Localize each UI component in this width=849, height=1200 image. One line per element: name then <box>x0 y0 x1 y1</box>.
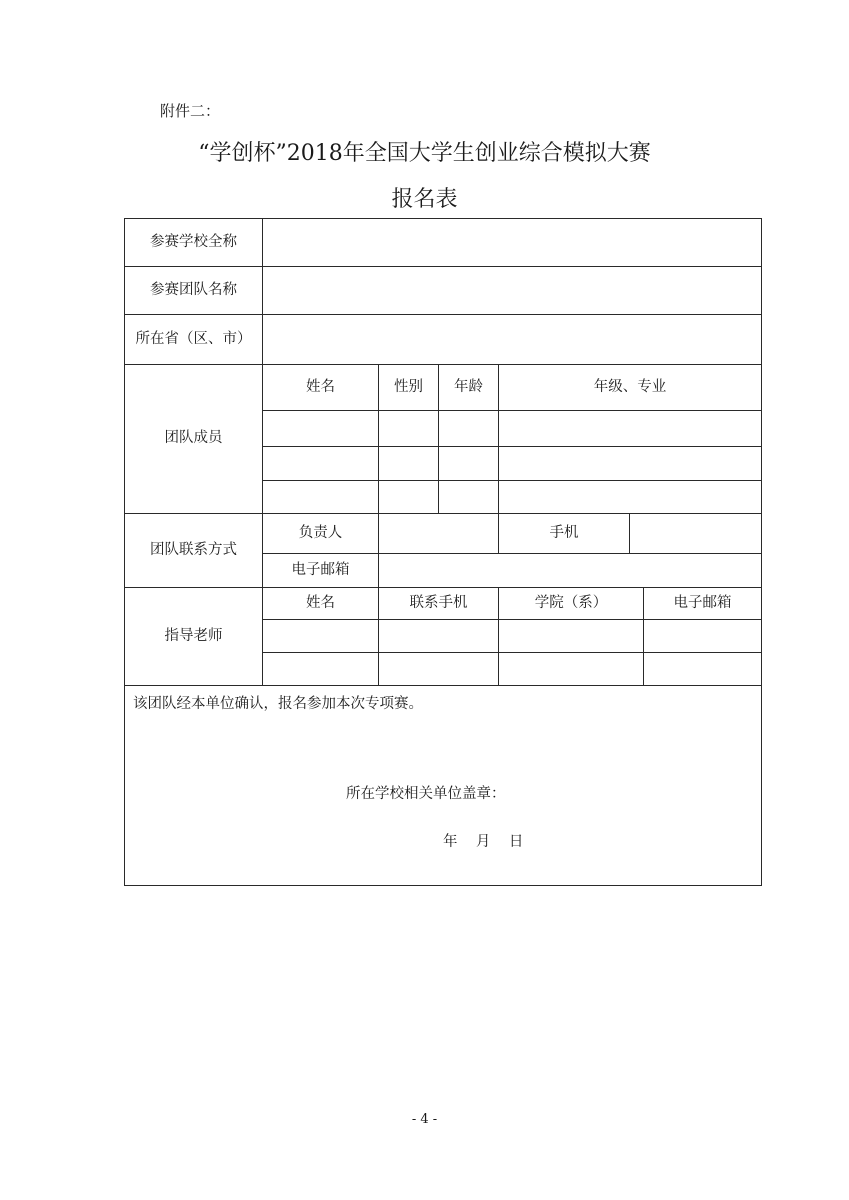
member-age-cell[interactable] <box>439 447 499 481</box>
confirmation-section <box>125 686 762 886</box>
province-label: 所在省（区、市） <box>125 315 263 365</box>
advisor-college-cell[interactable] <box>499 653 644 686</box>
member-header-age: 年龄 <box>439 365 499 411</box>
contact-label: 团队联系方式 <box>125 514 263 588</box>
advisor-email-cell[interactable] <box>644 620 762 653</box>
advisor-phone-cell[interactable] <box>379 653 499 686</box>
date-label: 年 月 日 <box>443 834 524 850</box>
advisor-name-cell[interactable] <box>263 653 379 686</box>
confirmation-text: 该团队经本单位确认，报名参加本次专项赛。 <box>133 696 423 712</box>
advisor-header-college: 学院（系） <box>499 588 644 620</box>
registration-table <box>124 218 762 886</box>
leader-field[interactable] <box>379 514 499 554</box>
email-label: 电子邮箱 <box>263 554 379 588</box>
advisor-phone-cell[interactable] <box>379 620 499 653</box>
member-header-name: 姓名 <box>263 365 379 411</box>
team-field[interactable] <box>263 267 762 315</box>
phone-field[interactable] <box>630 514 762 554</box>
member-name-cell[interactable] <box>263 447 379 481</box>
member-major-cell[interactable] <box>499 411 762 447</box>
member-name-cell[interactable] <box>263 481 379 514</box>
member-major-cell[interactable] <box>499 447 762 481</box>
advisor-college-cell[interactable] <box>499 620 644 653</box>
stamp-label: 所在学校相关单位盖章： <box>346 786 506 802</box>
email-field[interactable] <box>379 554 762 588</box>
member-header-major: 年级、专业 <box>499 365 762 411</box>
advisor-header-name: 姓名 <box>263 588 379 620</box>
document-title: “学创杯”2018年全国大学生创业综合模拟大赛 <box>198 141 651 166</box>
advisor-label: 指导老师 <box>125 588 263 686</box>
member-gender-cell[interactable] <box>379 447 439 481</box>
advisor-email-cell[interactable] <box>644 653 762 686</box>
member-age-cell[interactable] <box>439 411 499 447</box>
page-number: - 4 - <box>411 1112 438 1127</box>
member-gender-cell[interactable] <box>379 481 439 514</box>
phone-label: 手机 <box>499 514 630 554</box>
member-gender-cell[interactable] <box>379 411 439 447</box>
members-label: 团队成员 <box>125 365 263 514</box>
school-field[interactable] <box>263 219 762 267</box>
registration-form <box>124 218 761 885</box>
province-field[interactable] <box>263 315 762 365</box>
leader-label: 负责人 <box>263 514 379 554</box>
advisor-header-phone: 联系手机 <box>379 588 499 620</box>
school-label: 参赛学校全称 <box>125 219 263 267</box>
document-subtitle: 报名表 <box>391 187 458 212</box>
team-label: 参赛团队名称 <box>125 267 263 315</box>
advisor-header-email: 电子邮箱 <box>644 588 762 620</box>
member-major-cell[interactable] <box>499 481 762 514</box>
attachment-label: 附件二： <box>160 102 221 120</box>
member-header-gender: 性别 <box>379 365 439 411</box>
advisor-name-cell[interactable] <box>263 620 379 653</box>
member-name-cell[interactable] <box>263 411 379 447</box>
member-age-cell[interactable] <box>439 481 499 514</box>
